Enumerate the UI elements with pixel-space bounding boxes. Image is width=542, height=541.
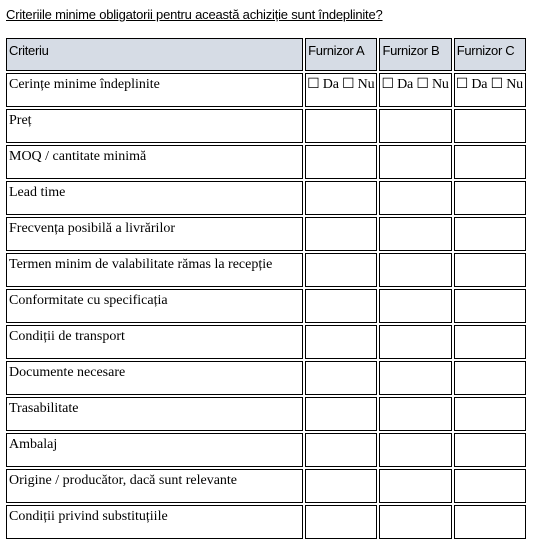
input-cell-furnizor-b[interactable] — [379, 469, 451, 503]
input-cell-furnizor-b[interactable] — [379, 505, 451, 539]
criterion-label: Conformitate cu specificația — [6, 289, 303, 323]
input-cell-furnizor-a[interactable] — [305, 469, 377, 503]
input-cell-furnizor-b[interactable] — [379, 181, 451, 215]
criterion-label: Condiții de transport — [6, 325, 303, 359]
input-cell-furnizor-a[interactable] — [305, 181, 377, 215]
input-cell-furnizor-c[interactable] — [454, 505, 526, 539]
input-cell-furnizor-c[interactable] — [454, 253, 526, 287]
input-cell-furnizor-a[interactable] — [305, 361, 377, 395]
input-cell-furnizor-b[interactable] — [379, 289, 451, 323]
header-furnizor-b: Furnizor B — [379, 38, 451, 71]
input-cell-furnizor-a[interactable] — [305, 217, 377, 251]
criterion-label: Cerințe minime îndeplinite — [6, 73, 303, 107]
table-row — [6, 469, 526, 503]
input-cell-furnizor-c[interactable] — [454, 433, 526, 467]
criterion-label: Frecvența posibilă a livrărilor — [6, 217, 303, 251]
table-row — [6, 361, 526, 395]
criterion-label: Origine / producător, dacă sunt relevante — [6, 469, 303, 503]
criterion-label: Trasabilitate — [6, 397, 303, 431]
header-furnizor-c: Furnizor C — [454, 38, 526, 71]
input-cell-furnizor-a[interactable] — [305, 109, 377, 143]
input-cell-furnizor-c[interactable] — [454, 145, 526, 179]
criterion-label: Preț — [6, 109, 303, 143]
criterion-label: Condiții privind substituțiile — [6, 505, 303, 539]
table-row — [6, 181, 526, 215]
input-cell-furnizor-a[interactable] — [305, 433, 377, 467]
input-cell-furnizor-a[interactable] — [305, 325, 377, 359]
checkbox-da-nu-furnizor-c[interactable]: ☐ Da ☐ Nu — [454, 73, 526, 107]
criterion-label: Lead time — [6, 181, 303, 215]
document-title: Criteriile minime obligatorii pentru această achiziție sunt îndeplinite? — [6, 7, 383, 22]
input-cell-furnizor-b[interactable] — [379, 433, 451, 467]
input-cell-furnizor-b[interactable] — [379, 109, 451, 143]
input-cell-furnizor-c[interactable] — [454, 289, 526, 323]
input-cell-furnizor-c[interactable] — [454, 361, 526, 395]
input-cell-furnizor-b[interactable] — [379, 145, 451, 179]
input-cell-furnizor-c[interactable] — [454, 181, 526, 215]
table-row — [6, 217, 526, 251]
input-cell-furnizor-b[interactable] — [379, 325, 451, 359]
input-cell-furnizor-a[interactable] — [305, 253, 377, 287]
criterion-label: Documente necesare — [6, 361, 303, 395]
input-cell-furnizor-c[interactable] — [454, 109, 526, 143]
input-cell-furnizor-b[interactable] — [379, 361, 451, 395]
criterion-label: Ambalaj — [6, 433, 303, 467]
table-row — [6, 145, 526, 179]
input-cell-furnizor-c[interactable] — [454, 469, 526, 503]
criterion-label: MOQ / cantitate minimă — [6, 145, 303, 179]
header-criteriu: Criteriu — [6, 38, 303, 71]
input-cell-furnizor-b[interactable] — [379, 253, 451, 287]
header-furnizor-a: Furnizor A — [305, 38, 377, 71]
input-cell-furnizor-c[interactable] — [454, 325, 526, 359]
input-cell-furnizor-a[interactable] — [305, 397, 377, 431]
table-row — [6, 433, 526, 467]
input-cell-furnizor-b[interactable] — [379, 217, 451, 251]
table-header-row — [6, 38, 526, 71]
table-row — [6, 397, 526, 431]
table-row — [6, 109, 526, 143]
criterion-label: Termen minim de valabilitate rămas la recepție — [6, 253, 303, 287]
checkbox-da-nu-furnizor-a[interactable]: ☐ Da ☐ Nu — [305, 73, 377, 107]
input-cell-furnizor-a[interactable] — [305, 145, 377, 179]
table-row — [6, 505, 526, 539]
input-cell-furnizor-a[interactable] — [305, 505, 377, 539]
table-row — [6, 289, 526, 323]
table-row — [6, 73, 526, 107]
input-cell-furnizor-c[interactable] — [454, 217, 526, 251]
input-cell-furnizor-c[interactable] — [454, 397, 526, 431]
table-row — [6, 325, 526, 359]
input-cell-furnizor-a[interactable] — [305, 289, 377, 323]
table-row — [6, 253, 526, 287]
checkbox-da-nu-furnizor-b[interactable]: ☐ Da ☐ Nu — [379, 73, 451, 107]
input-cell-furnizor-b[interactable] — [379, 397, 451, 431]
criteria-table — [4, 36, 528, 541]
